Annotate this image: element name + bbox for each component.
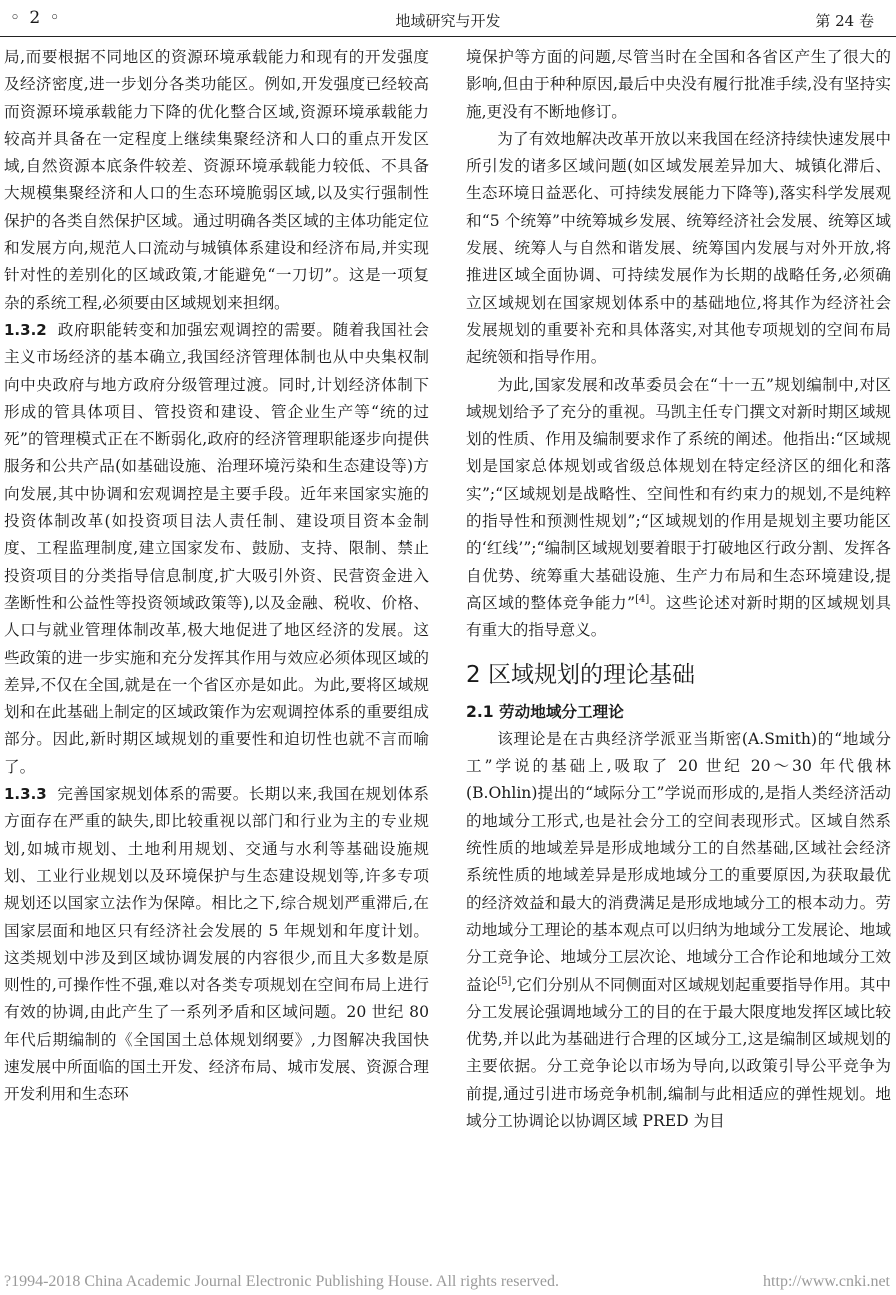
paragraph-text: 该理论是在古典经济学派亚当斯密(A.Smith)的“地域分工”学说的基础上,吸取了 20 世纪 20～30 年代俄林(B.Ohlin)提出的“域际分工”学说而形成的,是指人类经济活动的地域分工形式,也是社会分工的空间表现形式。区域自然系统性质的地域差异是形成地域分工的自然基础,区域社会经济系统性质的地域差异是形成地域分工的重要原因,为获取最优的经济效益和最大的消费满足是形成地域分工的根本动力。劳动地域分工理论的基本观点可以归纳为地域分工发展论、地域分工竞争论、地域分工层次论、地域分工合作论和地域分工效益论 xyxy=(466,729,891,994)
subsection-1-3-3 xyxy=(4,781,429,1109)
paragraph xyxy=(466,726,891,1135)
section-heading: 2 区域规划的理论基础 xyxy=(466,661,695,688)
paragraph-continued: 局,而要根据不同地区的资源环境承载能力和现有的开发强度及经济密度,进一步划分各类功能区。例如,开发强度已经较高而资源环境承载能力下降的优化整合区域,资源环境承载能力较高并具备在一定程度上继续集聚经济和人口的重点开发区域,自然资源本底条件较差、资源环境承载能力较低、不具备大规模集聚经济和人口的生态环境脆弱区域,以及实行强制性保护的各类自然保护区域。通过明确各类区域的主体功能定位和发展方向,规范人口流动与城镇体系建设和经济布局,并实现针对性的差别化的区域政策,才能避免“一刀切”。这是一项复杂的系统工程,必须要由区域规划来担纲。 xyxy=(4,48,429,312)
left-column xyxy=(4,44,429,1109)
page-number: ◦ 2 ◦ xyxy=(10,8,62,28)
paragraph: 为了有效地解决改革开放以来我国在经济持续快速发展中所引发的诸多区域问题(如区域发展差异加大、城镇化滞后、生态环境日益恶化、可持续发展能力下降等),落实科学发展观和“5 个统筹”中统筹城乡发展、统筹经济社会发展、统筹区域发展、统筹人与自然和谐发展、统筹国内发展与对外开放,将推进区域全面协调、可持续发展作为长期的战略任务,必须确立区域规划在国家规划体系中的基础地位,将其作为经济社会发展规划的重要补充和具体落实,对其他专项规划的空间布局起统领和指导作用。 xyxy=(466,129,891,367)
citation-ref: [5] xyxy=(497,975,512,987)
journal-title: 地域研究与开发 xyxy=(395,12,501,30)
paragraph-continued: 境保护等方面的问题,尽管当时在全国和各省区产生了很大的影响,但由于种种原因,最后中央没有履行批准手续,没有坚持实施,更没有不断地修订。 xyxy=(466,48,891,121)
subsection-number: 1.3.3 xyxy=(4,785,47,804)
footer-url: http://www.cnki.net xyxy=(763,1273,890,1290)
subsection-number: 1.3.2 xyxy=(4,320,47,339)
right-column xyxy=(466,44,891,1135)
volume-label: 第 24 卷 xyxy=(815,12,874,30)
paragraph xyxy=(466,372,891,645)
subsection-1-3-2 xyxy=(4,317,429,781)
paragraph-text: 为此,国家发展和改革委员会在“十一五”规划编制中,对区域规划给予了充分的重视。马凯主任专门撰文对新时期区域规划的性质、作用及编制要求作了系统的阐述。他指出:“区域规划是国家总体规划或省级总体规划在特定经济区的细化和落实”;“区域规划是战略性、空间性和有约束力的规划,不是纯粹的指导性和预测性规划”;“区域规划的作用是规划主要功能区的‘红线’”;“编制区域规划要着眼于打破地区行政分割、发挥各自优势、统筹重大基础设施、生产力布局和生态环境建设,提高区域的整体竞争能力” xyxy=(466,375,891,612)
header-rule xyxy=(0,36,896,37)
subsection-text: 完善国家规划体系的需要。长期以来,我国在规划体系方面存在严重的缺失,即比较重视以部门和行业为主的专业规划,如城市规划、土地利用规划、交通与水利等基础设施规划、工业行业规划以及环境保护与生态建设规划等,许多专项规划还以国家立法作为保障。相比之下,综合规划严重滞后,在国家层面和地区只有经济社会发展的 5 年规划和年度计划。这类规划中涉及到区域协调发展的内容很少,而且大多数是原则性的,可操作性不强,难以对各类专项规划在空间布局上进行有效的协调,由此产生了一系列矛盾和区域问题。20 世纪 80 年代后期编制的《全国国土总体规划纲要》,力图解决我国快速发展中所面临的国土开发、经济布局、城市发展、资源合理开发利用和生态环 xyxy=(4,785,429,1104)
citation-ref: [4] xyxy=(635,593,650,605)
page-header xyxy=(0,0,896,38)
page-footer xyxy=(0,1273,896,1295)
copyright-notice: ?1994-2018 China Academic Journal Electronic Publishing House. All rights reserved. xyxy=(4,1273,559,1290)
paragraph-text: ,它们分别从不同侧面对区域规划起重要指导作用。其中分工发展论强调地域分工的目的在于最大限度地发挥区域比较优势,并以此为基础进行合理的区域分工,这是编制区域规划的主要依据。分工竞争论以市场为导向,以政策引导公平竞争为前提,通过引进市场竞争机制,编制与此相适应的弹性规划。地域分工协调论以协调区域 PRED 为目 xyxy=(466,975,891,1130)
paragraph-text: 。这些论述对新时期的区域规划具有重大的指导意义。 xyxy=(466,593,891,640)
subsection-heading: 2.1 劳动地域分工理论 xyxy=(466,702,624,721)
subsection-text: 政府职能转变和加强宏观调控的需要。随着我国社会主义市场经济的基本确立,我国经济管理体制也从中央集权制向中央政府与地方政府分级管理过渡。同时,计划经济体制下形成的管具体项目、管投资和建设、管企业生产等“统的过死”的管理模式正在不断弱化,政府的经济管理职能逐步向提供服务和公共产品(如基础设施、治理环境污染和生态建设等)方向发展,其中协调和宏观调控是主要手段。近年来国家实施的投资体制改革(如投资项目法人责任制、建设项目资本金制度、工程监理制度,建立国家发布、鼓励、支持、限制、禁止投资项目的分类指导信息制度,扩大吸引外资、民营资金进入垄断性和公益性等投资领域政策等),以及金融、税收、价格、人口与就业管理体制改革,极大地促进了地区经济的发展。这些政策的进一步实施和充分发挥其作用与效应必须体现区域的差异,不仅在全国,就是在一个省区亦是如此。为此,要将区域规划和在此基础上制定的区域政策作为宏观调控体系的重要组成部分。因此,新时期区域规划的重要性和迫切性也就不言而喻了。 xyxy=(4,320,429,776)
